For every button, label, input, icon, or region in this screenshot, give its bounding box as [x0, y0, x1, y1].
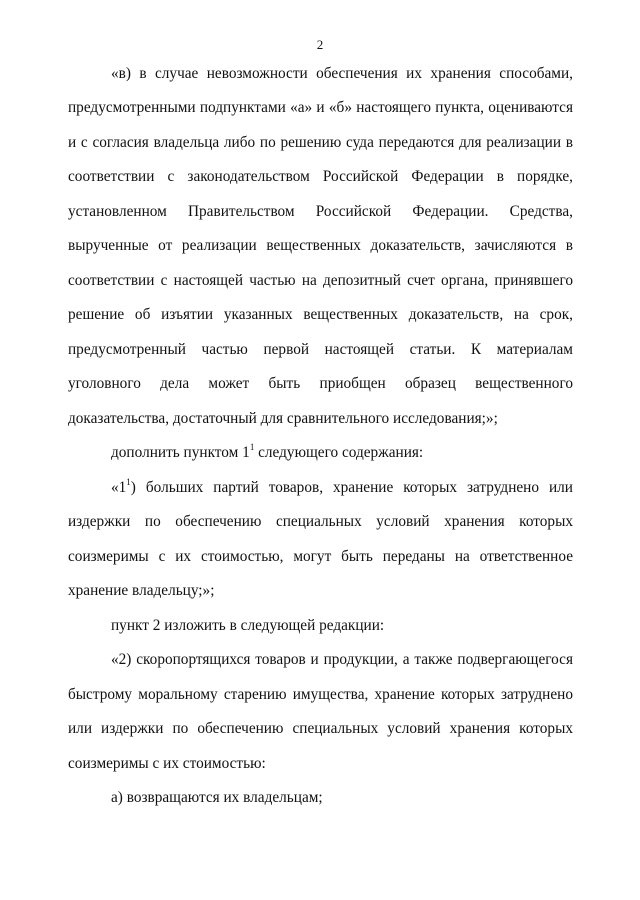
- paragraph-line: хранение владельцу;»;: [68, 582, 215, 599]
- paragraph-line: «в) в случае невозможности обеспечения их хранения способами,: [111, 65, 573, 82]
- paragraph-line: соизмеримы с их стоимостью, могут быть переданы на ответственное: [68, 548, 573, 565]
- text-fragment: «1: [111, 479, 127, 496]
- paragraph-line: а) возвращаются их владельцам;: [111, 789, 323, 806]
- text-fragment: следующего содержания:: [254, 444, 424, 461]
- paragraph-line: соответствии с настоящей частью на депозитный счет органа, принявшего: [68, 272, 573, 289]
- text-fragment: ) больших партий товаров, хранение которых затруднено или: [130, 479, 573, 496]
- superscript: 1: [249, 441, 255, 452]
- paragraph-line: или издержки по обеспечению специальных условий хранения которых: [68, 720, 573, 737]
- page-number: 2: [316, 37, 324, 52]
- paragraph-line: «2) скоропортящихся товаров и продукции, а также подвергающегося: [111, 651, 573, 668]
- paragraph-line: [111, 443, 573, 463]
- paragraph-line: соответствии с законодательством Российской Федерации в порядке,: [68, 168, 573, 185]
- paragraph-line: [111, 478, 573, 498]
- paragraph-line: предусмотренный частью первой настоящей статьи. К материалам: [68, 341, 573, 358]
- paragraph-line: соизмеримы с их стоимостью:: [68, 755, 266, 772]
- paragraph-line: установленном Правительством Российской Федерации. Средства,: [68, 203, 573, 220]
- paragraph-line: быстрому моральному старению имущества, хранение которых затруднено: [68, 686, 573, 703]
- paragraph-line: вырученные от реализации вещественных доказательств, зачисляются в: [68, 237, 573, 254]
- paragraph-line: решение об изъятии указанных вещественных доказательств, на срок,: [68, 306, 573, 323]
- paragraph-line: и с согласия владельца либо по решению суда передаются для реализации в: [68, 134, 573, 151]
- paragraph-line: доказательства, достаточный для сравнительного исследования;»;: [68, 410, 498, 427]
- paragraph-line: предусмотренными подпунктами «а» и «б» настоящего пункта, оцениваются: [68, 99, 573, 116]
- text-fragment: дополнить пунктом 1: [111, 444, 250, 461]
- paragraph-line: пункт 2 изложить в следующей редакции:: [111, 617, 385, 634]
- paragraph-line: издержки по обеспечению специальных условий хранения которых: [68, 513, 573, 530]
- paragraph-line: уголовного дела может быть приобщен образец вещественного: [68, 375, 573, 392]
- superscript: 1: [126, 476, 131, 487]
